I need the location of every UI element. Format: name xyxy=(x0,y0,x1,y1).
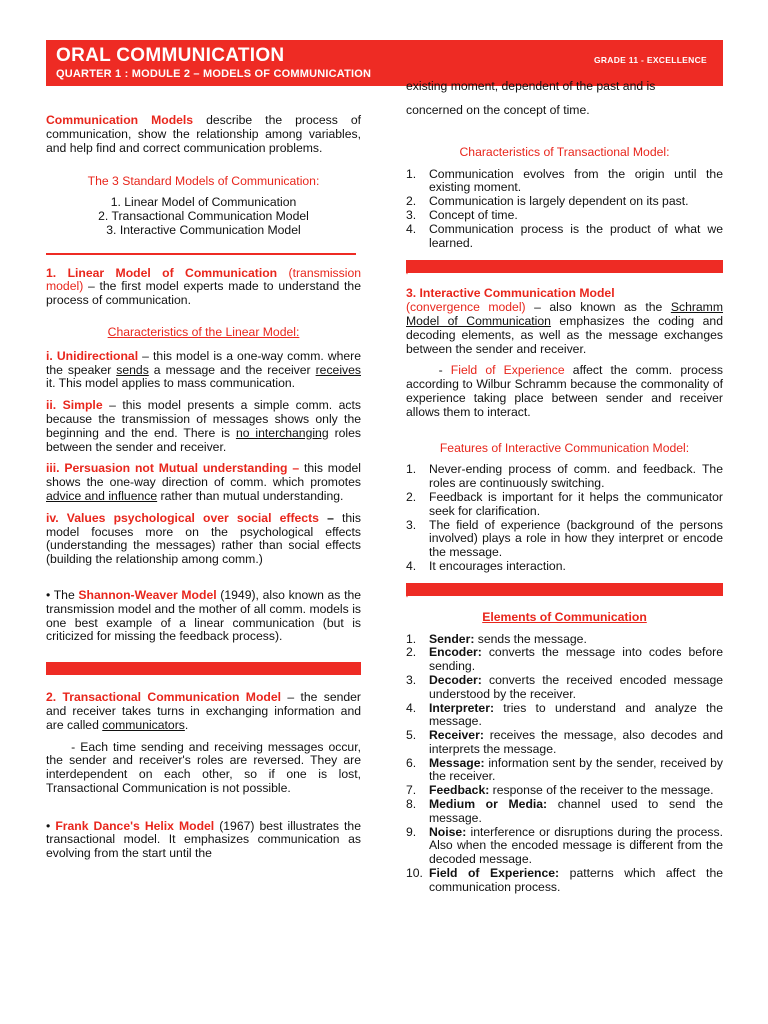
list-item: 10. Field of Experience: patterns which affect the communication process. xyxy=(406,866,723,894)
shannon-weaver-name: Shannon-Weaver Model xyxy=(78,587,217,602)
right-column xyxy=(406,79,724,895)
list-item: 9. Noise: interference or disruptions during the process. Also when the encoded message is different from the decoded message. xyxy=(406,824,723,867)
list-item: 4. Interpreter: tries to understand and analyze the message. xyxy=(406,700,723,729)
list-item: 3. Decoder: converts the received encoded message understood by the receiver. xyxy=(406,672,723,701)
field-of-experience-paragraph: - Field of Experience affect the comm. process according to Wilbur Schramm because the commonality of experience taking place between sender and receiver allows them to interact. xyxy=(406,363,724,419)
intro-term: Communication Models xyxy=(46,113,194,127)
continuation-line: concerned on the concept of time. xyxy=(406,103,590,117)
list-item: 2. Encoder: converts the message into codes before sending. xyxy=(406,645,723,674)
document-title: ORAL COMMUNICATION xyxy=(56,45,285,66)
list-item: 3. The field of experience (background of the persons involved) plays a role in how they interpret or encode the message. xyxy=(406,517,723,560)
section-bar xyxy=(406,260,723,273)
helix-model-paragraph: • Frank Dance's Helix Model (1967) best illustrates the transactional model. It emphasizes communication as evolving from the start until the xyxy=(46,818,361,861)
list-item: 3. Interactive Communication Model xyxy=(106,222,301,237)
list-item: 1. Sender: sends the message. xyxy=(406,631,587,646)
list-item: 8. Medium or Media: channel used to send the message. xyxy=(406,797,723,825)
interactive-features-heading: Features of Interactive Communication Model: xyxy=(439,440,690,455)
linear-characteristic-4: iv. Values psychological over social effects – this model focuses more on the psychological effects (understanding the messages) rather than social effects (building the relationship among comm.) xyxy=(46,510,361,567)
grade-label: GRADE 11 - EXCELLENCE xyxy=(593,55,707,65)
interactive-features-list xyxy=(406,463,723,573)
interactive-model-title: 3. Interactive Communication Model xyxy=(406,286,615,301)
list-item: 1. Linear Model of Communication xyxy=(110,195,297,210)
linear-characteristic-3: iii. Persuasion not Mutual understanding – this model shows the one-way direction of comm. which promotes advice and influence rather than mutual understanding. xyxy=(46,461,362,503)
standard-models-heading: The 3 Standard Models of Communication: xyxy=(87,174,320,189)
left-column xyxy=(46,113,365,861)
linear-characteristics-heading: Characteristics of the Linear Model: xyxy=(107,324,300,339)
list-item: 2. Feedback is important for it helps the communicator seek for clarification. xyxy=(406,489,723,518)
bar-mark: “ xyxy=(406,595,408,602)
shannon-weaver-paragraph: • The Shannon-Weaver Model (1949), also known as the transmission model and the mother of all comm. models is one best example of a linear communication (but is criticized for missing the feedback process). xyxy=(46,587,362,644)
list-item: 7. Feedback: response of the receiver to the message. xyxy=(406,783,714,798)
interactive-model-paragraph: 3. Interactive Communication Model (convergence model) – also known as the Schramm Model of Communication emphasizes the coding and decoding elements, as well as the message exchanges between the sender and receiver. xyxy=(406,286,723,356)
transactional-detail-paragraph: - Each time sending and receiving messages occur, the sender and receiver's roles are reversed. They are interdependent on each other, so if one is lost, Transactional Communication is not possible. xyxy=(46,739,365,795)
list-item: 3. Concept of time. xyxy=(406,207,518,222)
list-item: 2. Communication is largely dependent on its past. xyxy=(406,194,689,209)
list-item: 4. It encourages interaction. xyxy=(406,558,566,573)
document-subtitle: QUARTER 1 : MODULE 2 – MODELS OF COMMUNICATION xyxy=(56,68,372,80)
bar-mark: “ xyxy=(406,273,408,280)
linear-characteristic-2: ii. Simple – this model presents a simple comm. acts because the transmission of messages shows only the beginning and the end. There is no interchanging roles between the sender and receiver. xyxy=(46,398,361,454)
intro-paragraph: Communication Models describe the process of communication, show the relationship among variables, and help find and correct communication problems. xyxy=(46,113,361,155)
list-item: 2. Transactional Communication Model xyxy=(98,208,309,223)
list-item: 1. Communication evolves from the origin until the existing moment. xyxy=(406,166,723,195)
clipped-continuation-line: existing moment, dependent of the past and is xyxy=(406,79,656,93)
transactional-characteristics-heading: Characteristics of Transactional Model: xyxy=(459,144,670,159)
list-item: 1. Never-ending process of comm. and feedback. The roles are continuously switching. xyxy=(406,462,723,491)
linear-model-title: 1. Linear Model of Communication xyxy=(46,265,278,280)
elements-heading: Elements of Communication xyxy=(482,609,647,624)
section-bar xyxy=(46,662,361,675)
section-bar xyxy=(406,583,723,596)
standard-models-list xyxy=(46,196,361,237)
list-item: 6. Message: information sent by the sender, received by the receiver. xyxy=(406,755,723,784)
list-item: 4. Communication process is the product of what we learned. xyxy=(406,221,723,250)
transactional-characteristics-list xyxy=(406,168,723,251)
list-item: 5. Receiver: receives the message, also decodes and interprets the message. xyxy=(406,728,723,756)
elements-list xyxy=(406,633,723,895)
helix-model-name: Frank Dance's Helix Model xyxy=(55,818,215,833)
linear-characteristic-1: i. Unidirectional – this model is a one-way comm. where the speaker sends a message and the receiver receives it. This model applies to mass communication. xyxy=(46,348,361,391)
transactional-model-title: 2. Transactional Communication Model xyxy=(46,690,282,705)
linear-model-paragraph: 1. Linear Model of Communication (transmission model) – the first model experts made to understand the process of communication. xyxy=(46,265,362,308)
transactional-model-paragraph: 2. Transactional Communication Model – the sender and receiver takes turns in exchanging information and are called communicators. xyxy=(46,690,361,732)
